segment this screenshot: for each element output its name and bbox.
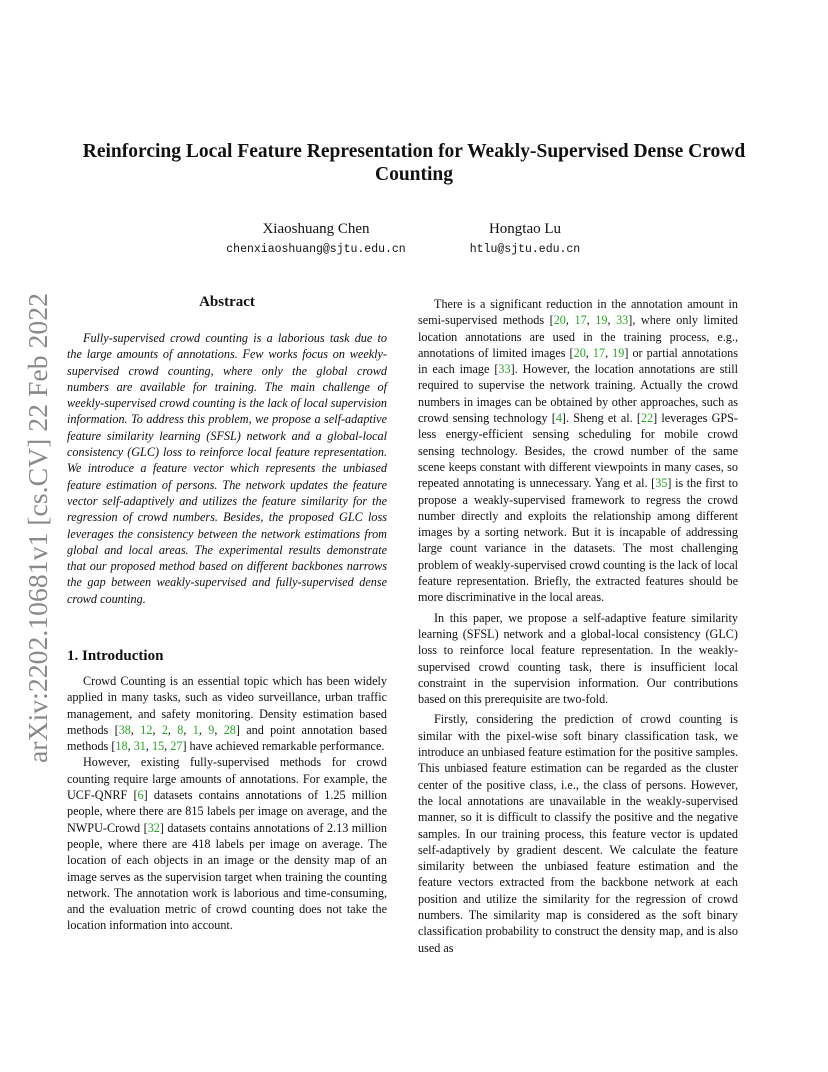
text-span: ] or partial annotations in each image [ — [418, 345, 739, 377]
text-span: ] leverages GPS-less energy-efficient sensing scheduling for mobile crowd sensing technology. Besides, the crowd number of the same scene keeps constant with different viewpoints in many cases, so repeated annotating is unnecessary. Yang et al. [ — [418, 411, 738, 491]
paragraph: There is a significant reduction in the annotation amount in semi-supervised methods [20, 17, 19, 33], where only limited location annotations are used in the training process, e.g., annotations of limited images [20, 17, 19] or partial annotations in each image [33]. However, the location annotations are still required to supervise the network training. Actually the crowd numbers in images can be obtained by other approaches, such as crowd sensing technology [4]. Sheng et al. [22] leverages GPS-less energy-efficient sensing scheduling for mobile crowd sensing technology. Besides, the crowd number of the same scene keeps constant with different viewpoints in many cases, so repeated annotating is unnecessary. Yang et al. [35] is the first to propose a weakly-supervised framework to regress the crowd number directly and exploits the relationship among different images by a sorting network. But it is incapable of addressing large count variance in the datasets. The most challenging problem of weakly-supervised crowd counting is the lack of local feature representation. Briefly, the extracted features should be more discriminative in the local areas. — [418, 297, 739, 605]
paragraph: Crowd Counting is an essential topic which has been widely applied in many tasks, such as video surveillance, urban traffic management, and safety monitoring. Density estimation based methods [38, 12, 2, 8, 1, 9, 28] and point annotation based methods [18, 31, 15, 27] have achieved remarkable performance. — [67, 674, 388, 754]
citation-link[interactable]: 19 — [612, 345, 625, 360]
citation-link[interactable]: 2 — [161, 722, 168, 737]
citation-link[interactable]: 8 — [177, 722, 184, 737]
citation-link[interactable]: 9 — [208, 722, 215, 737]
paper-title: Reinforcing Local Feature Representation for Weakly-Supervised Dense Crowd Counting — [82, 141, 746, 185]
citation-link[interactable]: 20 — [573, 345, 586, 360]
text-span: ]. Sheng et al. [ — [561, 411, 641, 426]
abstract-heading: Abstract — [199, 294, 255, 310]
citation-link[interactable]: 28 — [223, 722, 236, 737]
citation-link[interactable]: 4 — [555, 411, 562, 426]
author-email[interactable]: htlu@sjtu.edu.cn — [469, 243, 581, 256]
paragraph: Firstly, considering the prediction of crowd counting is similar with the pixel-wise soft binary classification task, we introduce an unbiased feature estimation for the positive samples. This unbiased feature estimation can be regarded as the cluster center of the positive class, i.e., the class of persons. However, the local annotations are unavailable in the weakly-supervised manner, so it is difficult to classify the positive and the negative samples. In our training process, this feature vector is updated self-adaptively by gradient descent. We calculate the feature similarity between the unbiased feature estimation and the feature vectors extracted from the backbone network at each position and utilize the similarity for the regression of crowd numbers. The similarity map is considered as the soft binary classification probability to construct the density map, and is also used as — [418, 712, 738, 955]
text-span: ], where only limited location annotations are used in the training process, e.g., annotations of limited images [ — [418, 313, 739, 360]
author-name: Hongtao Lu — [488, 221, 562, 237]
arxiv-identifier — [14, 285, 60, 765]
text-span: Crowd Counting is an essential topic which has been widely applied in many tasks, such as video surveillance, urban traffic management, and safety monitoring. Density estimation based methods [ — [67, 674, 387, 737]
text-span: ] datasets contains annotations of 2.13 million people, where there are 418 labels per image on average. The location of each objects in an image or the density map of an image serves as the supervision target when training the counting network. The annotation work is laborious and time-consuming, and the evaluation metric of crowd counting does not take the location information into account. — [67, 820, 387, 933]
paragraph: In this paper, we propose a self-adaptive feature similarity learning (SFSL) network and a global-local consistency (GLC) loss to reinforce local feature representation. In the weakly-supervised crowd counting task, there is insufficient local constraint in the supervision information. Our contributions based on this prerequisite are two-fold. — [418, 610, 738, 707]
text-span: ] is the first to propose a weakly-supervised framework to regress the crowd number directly and exploits the relationship among different images by a sorting network. But it is incapable of addressing large count variance in the datasets. The most challenging problem of weakly-supervised crowd counting is the lack of local feature representation. Briefly, the extracted features should be more discriminative in the local areas. — [418, 476, 738, 605]
citation-link[interactable]: 19 — [595, 313, 608, 328]
text-span: There is a significant reduction in the annotation amount in semi-supervised methods [ — [418, 297, 738, 328]
citation-link[interactable]: 17 — [592, 345, 606, 360]
citation-link[interactable]: 6 — [137, 788, 144, 803]
introduction-body — [67, 673, 387, 934]
citation-link[interactable]: 18 — [115, 739, 128, 754]
section-heading: 1. Introduction — [67, 648, 164, 664]
author-block — [205, 219, 427, 259]
citation-link[interactable]: 38 — [118, 722, 131, 737]
text-span: However, existing fully-supervised methods for crowd counting require large amounts of annotations. For example, the UCF-QNRF [ — [67, 755, 387, 803]
citation-link[interactable]: 27 — [170, 739, 183, 754]
citation-link[interactable]: 15 — [151, 739, 165, 754]
citation-link[interactable]: 20 — [553, 313, 566, 328]
paragraph — [67, 754, 387, 933]
text-span: ] datasets contains annotations of 1.25 million people, where there are 815 labels per image on average, and the NWPU-Crowd [ — [67, 788, 387, 835]
citation-link[interactable]: 33 — [498, 362, 511, 377]
citation-link[interactable]: 35 — [655, 476, 668, 491]
citation-link[interactable]: 31 — [133, 739, 146, 754]
text-span: ]. However, the location annotations are still required to supervise the network training. Actually the crowd numbers in images can be obtained by other approaches, such as crowd sensing technology [ — [418, 362, 738, 426]
abstract-text: Fully-supervised crowd counting is a laborious task due to the large amounts of annotations. Few works focus on weekly-supervised crowd counting, where only the global crowd numbers are available for training. The main challenge of weekly-supervised crowd counting is the lack of local supervision information. To address this problem, we propose a self-adaptive feature similarity learning (SFSL) network and a global-local consistency (GLC) loss to reinforce local feature representation. We introduce a feature vector which represents the unbiased feature estimation of persons. The network updates the feature vector self-adaptively and utilizes the feature similarity for the regression of crowd numbers. Besides, the proposed GLC loss leverages the consistency between the network estimations from global and local areas. The experimental results demonstrate that our proposed method based on different backbones narrows the gap between weakly-supervised and fully-supervised dense crowd counting. — [67, 331, 387, 606]
citation-link[interactable]: 32 — [147, 820, 160, 835]
text-span: ] have achieved remarkable performance. — [182, 739, 385, 754]
right-column-body — [418, 296, 738, 960]
citation-link[interactable]: 22 — [640, 411, 654, 426]
text-span: ] and point annotation based methods [ — [67, 722, 388, 754]
author-block — [440, 219, 610, 259]
author-name: Xiaoshuang Chen — [262, 221, 370, 237]
citation-link[interactable]: 1 — [192, 722, 199, 737]
arxiv-id-text: arXiv:2202.10681v1 [cs.CV] 22 Feb 2022 — [23, 305, 53, 763]
citation-link[interactable]: 17 — [574, 313, 587, 328]
author-email[interactable]: chenxiaoshuang@sjtu.edu.cn — [226, 243, 406, 256]
citation-link[interactable]: 33 — [616, 313, 629, 328]
citation-link[interactable]: 12 — [140, 722, 153, 737]
